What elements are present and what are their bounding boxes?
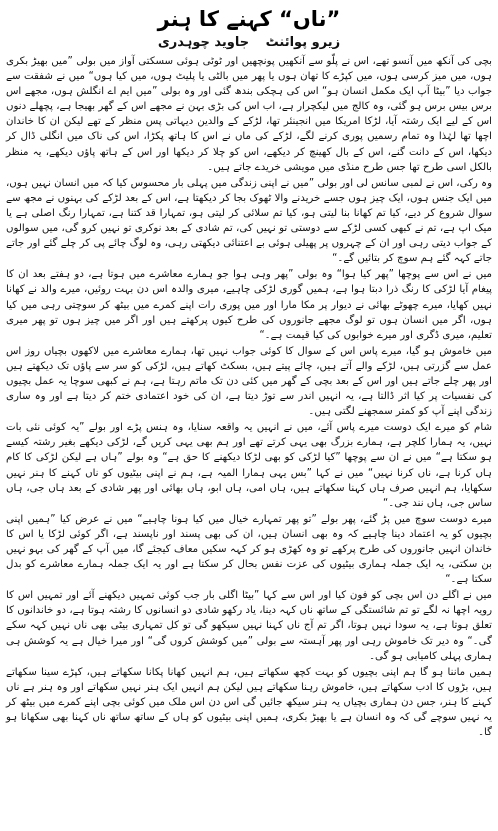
paragraph: میں نے اس سے پوچھا ”پھر کیا ہوا“ وہ بولی ”پھر وہی ہوا جو ہمارے معاشرے میں ہوتا ہے، دو ہفتے بعد ان کا پیغام آیا لڑکی کا رنگ ذرا دبتا ہوا ہے، ہمیں گوری لڑکی چاہیے، میری والدہ اس دن بہت روئیں، میرے والد نے کھانا نہیں کھایا، میرے چھوٹے بھائی نے دیوار پر مکا مارا اور میں پوری رات اپنے کمرے میں بیٹھ کر سوچتی رہی میں کیا ہوں، اگر میں انسان ہوں تو لوگ مجھے جانوروں کی طرح کیوں پرکھتے ہیں اور اگر میں چیز ہوں تو پھر میری تعلیم، میری ڈگری اور میرے خوابوں کی کیا قیمت ہے۔“ [6,269,492,341]
paragraph: بچی کی آنکھ میں آنسو تھے، اس نے پلّو سے آنکھیں پونچھیں اور ٹوٹی ہوئی سسکتی آواز میں بولی ”میں بھیڑ بکری ہوں، میں میز کرسی ہوں، میں کپڑے کا تھان ہوں یا پھر میں بالٹی یا پلیٹ ہوں، میں کیا ہوں“ میں نے شفقت سے جواب دیا ”بیٹا آپ ایک مکمل انسان ہو“ اس کی ہچکی بندھ گئی اور وہ بولی ”میں ایم اے انگلش ہوں، مجھے اس برس بیس برس ہو گئی، وہ کالج میں لیکچرار ہے، اب اس کی بڑی بہن نے مجھے اس کے گھر بھیجا ہے، پچھلے دنوں اس کے لیے ایک رشتہ آیا، لڑکا امریکا میں انجینئر تھا، لڑکے کے والدین دیہاتی پس منظر کے تھے لیکن ان کا خاندان اچھا تھا لہٰذا وہ تمام رسمیں پوری کرنے لگے، لڑکے کی ماں نے اس کا ہاتھ پکڑا، اس کی ناک میں انگلی ڈال کر دیکھا، اس کے دانت گنے، اس کے بال کھینچ کر دیکھے، اس کو چلا کر دیکھا اور اس کے ہاتھ پاؤں دیکھے، یہ منظر بالکل اسی طرح تھا جس طرح منڈی میں مویشی خریدے جاتے ہیں۔ [6,56,492,173]
paragraph: میرے دوست سوچ میں پڑ گئے، پھر بولے ”تو پھر تمہارے خیال میں کیا ہونا چاہیے“ میں نے عرض کیا ”ہمیں اپنی بچیوں کو یہ اعتماد دینا چاہیے کہ وہ بھی انسان ہیں، ان کی بھی پسند اور ناپسند ہے، اگر کوئی لڑکا یا اس کا خاندان انہیں جانوروں کی طرح پرکھے تو وہ کھڑی ہو کر کہہ سکیں معاف کیجئے گا، میں آپ کے گھر کی بہو نہیں بن سکتی، یہ ایک جملہ ہماری بیٹیوں کی عزت نفس بحال کر سکتا ہے اور یہ ایک جملہ ہمارے معاشرے کو بدل سکتا ہے۔“ [6,513,492,586]
paragraph: میں خاموش ہو گیا، میرے پاس اس کے سوال کا کوئی جواب نہیں تھا، ہمارے معاشرے میں لاکھوں بچیاں روز اس عمل سے گزرتی ہیں، لڑکے والے آتے ہیں، چائے پیتے ہیں، بسکٹ کھاتے ہیں، لڑکی کو سر سے پاؤں تک دیکھتے ہیں اور پھر چلے جاتے ہیں اور اس کے بعد بچی کے گھر میں کئی دن تک ماتم رہتا ہے، ہم نے کبھی سوچا یہ عمل بچیوں کی نفسیات پر کیا اثر ڈالتا ہے، یہ انہیں اندر سے توڑ دیتا ہے، ان کی خود اعتمادی ختم کر دیتا ہے اور وہ ساری زندگی اپنے آپ کو کمتر سمجھنے لگتی ہیں۔ [6,345,492,418]
paragraph: ہمیں ماننا ہو گا ہم اپنی بچیوں کو بہت کچھ سکھاتے ہیں، ہم انہیں کھانا پکانا سکھاتے ہیں، کپڑے سینا سکھاتے ہیں، بڑوں کا ادب سکھاتے ہیں، خاموش رہنا سکھاتے ہیں لیکن ہم انہیں ایک ہنر نہیں سکھاتے اور وہ ہنر ہے ناں کہنے کا ہنر، جس دن ہماری بچیاں یہ ہنر سیکھ جائیں گی اس دن اس ملک میں کوئی بچی اپنے کمرے میں بیٹھ کر یہ نہیں سوچے گی کہ وہ انسان ہے یا بھیڑ بکری، ہمیں اپنی بیٹیوں کو ہاں کے ساتھ ساتھ ناں کہنا بھی سکھانا ہو گا۔ [6,666,492,739]
byline [6,34,492,52]
paragraph: وہ رکی، اس نے لمبی سانس لی اور بولی ”میں نے اپنی زندگی میں پہلی بار محسوس کیا کہ میں انسان نہیں ہوں، میں ایک جنس ہوں، ایک چیز ہوں جسے خریدنے والا ٹھوک بجا کر دیکھتا ہے، اس کے بعد لڑکے کی بہنوں نے مجھ سے سوال شروع کر دیے، کیا تم کھانا بنا لیتی ہو، کیا تم سلائی کر لیتی ہو، تمہارا قد کتنا ہے، تمہارا رنگ اصلی ہے یا میک اپ ہے، تم نے کبھی کسی لڑکے سے دوستی تو نہیں کی، تم شادی کے بعد نوکری تو نہیں کرو گی، میں سوالوں کے جواب دیتی رہی اور ان کے چہروں پر پھیلی ہوئی بے اعتنائی دیکھتی رہی، وہ لوگ چائے پی کر چلے گئے اور جاتے جاتے کہہ گئے ہم سوچ کر بتائیں گے۔“ [6,177,492,265]
paragraph: میں نے اگلے دن اس بچی کو فون کیا اور اس سے کہا ”بیٹا اگلی بار جب کوئی تمہیں دیکھنے آئے اور تمہیں اس کا رویہ اچھا نہ لگے تو تم شائستگی کے ساتھ ناں کہہ دینا، یاد رکھو شادی دو انسانوں کا رشتہ ہوتا ہے، دو خاندانوں کا تعلق ہوتا ہے، یہ سودا نہیں ہوتا، اگر تم آج ناں کہنا نہیں سیکھو گی تو کل تمہاری بیٹی بھی ناں نہیں کہہ سکے گی۔“ وہ دیر تک خاموش رہی اور پھر آہستہ سے بولی ”میں کوشش کروں گی“ اور میرا خیال ہے یہ کوشش ہی ہماری پہلی کامیابی ہو گی۔ [6,590,492,662]
article-body [6,54,492,740]
author-name: جاوید چوہدری [157,35,250,50]
column-name: زیرو پوائنٹ [265,35,341,50]
paragraph: شام کو میرے ایک دوست میرے پاس آئے، میں نے انہیں یہ واقعہ سنایا، وہ ہنس پڑے اور بولے ”یہ کوئی نئی بات نہیں، یہ ہمارا کلچر ہے، ہمارے بزرگ بھی یہی کرتے تھے اور ہم بھی یہی کریں گے، لڑکی دیکھے بغیر رشتہ کیسے ہو سکتا ہے“ میں نے ان سے پوچھا ”کیا لڑکی کو بھی لڑکا دیکھنے کا حق ہے“ وہ بولے ”ہاں ہے لیکن لڑکی کا کام ہاں کرنا ہے، ناں کرنا نہیں“ میں نے کہا ”بس یہی ہمارا المیہ ہے، ہم نے اپنی بیٹیوں کو ناں کہنے کا ہنر نہیں سکھایا، ہم انہیں صرف ہاں کہنا سکھاتے ہیں، ہاں امی، ہاں ابو، ہاں بھائی اور پھر شادی کے بعد ہاں جی، ہاں ساس جی، ہاں نند جی۔“ [6,422,492,509]
article-title: ”ناں“ کہنے کا ہنر [157,7,341,31]
